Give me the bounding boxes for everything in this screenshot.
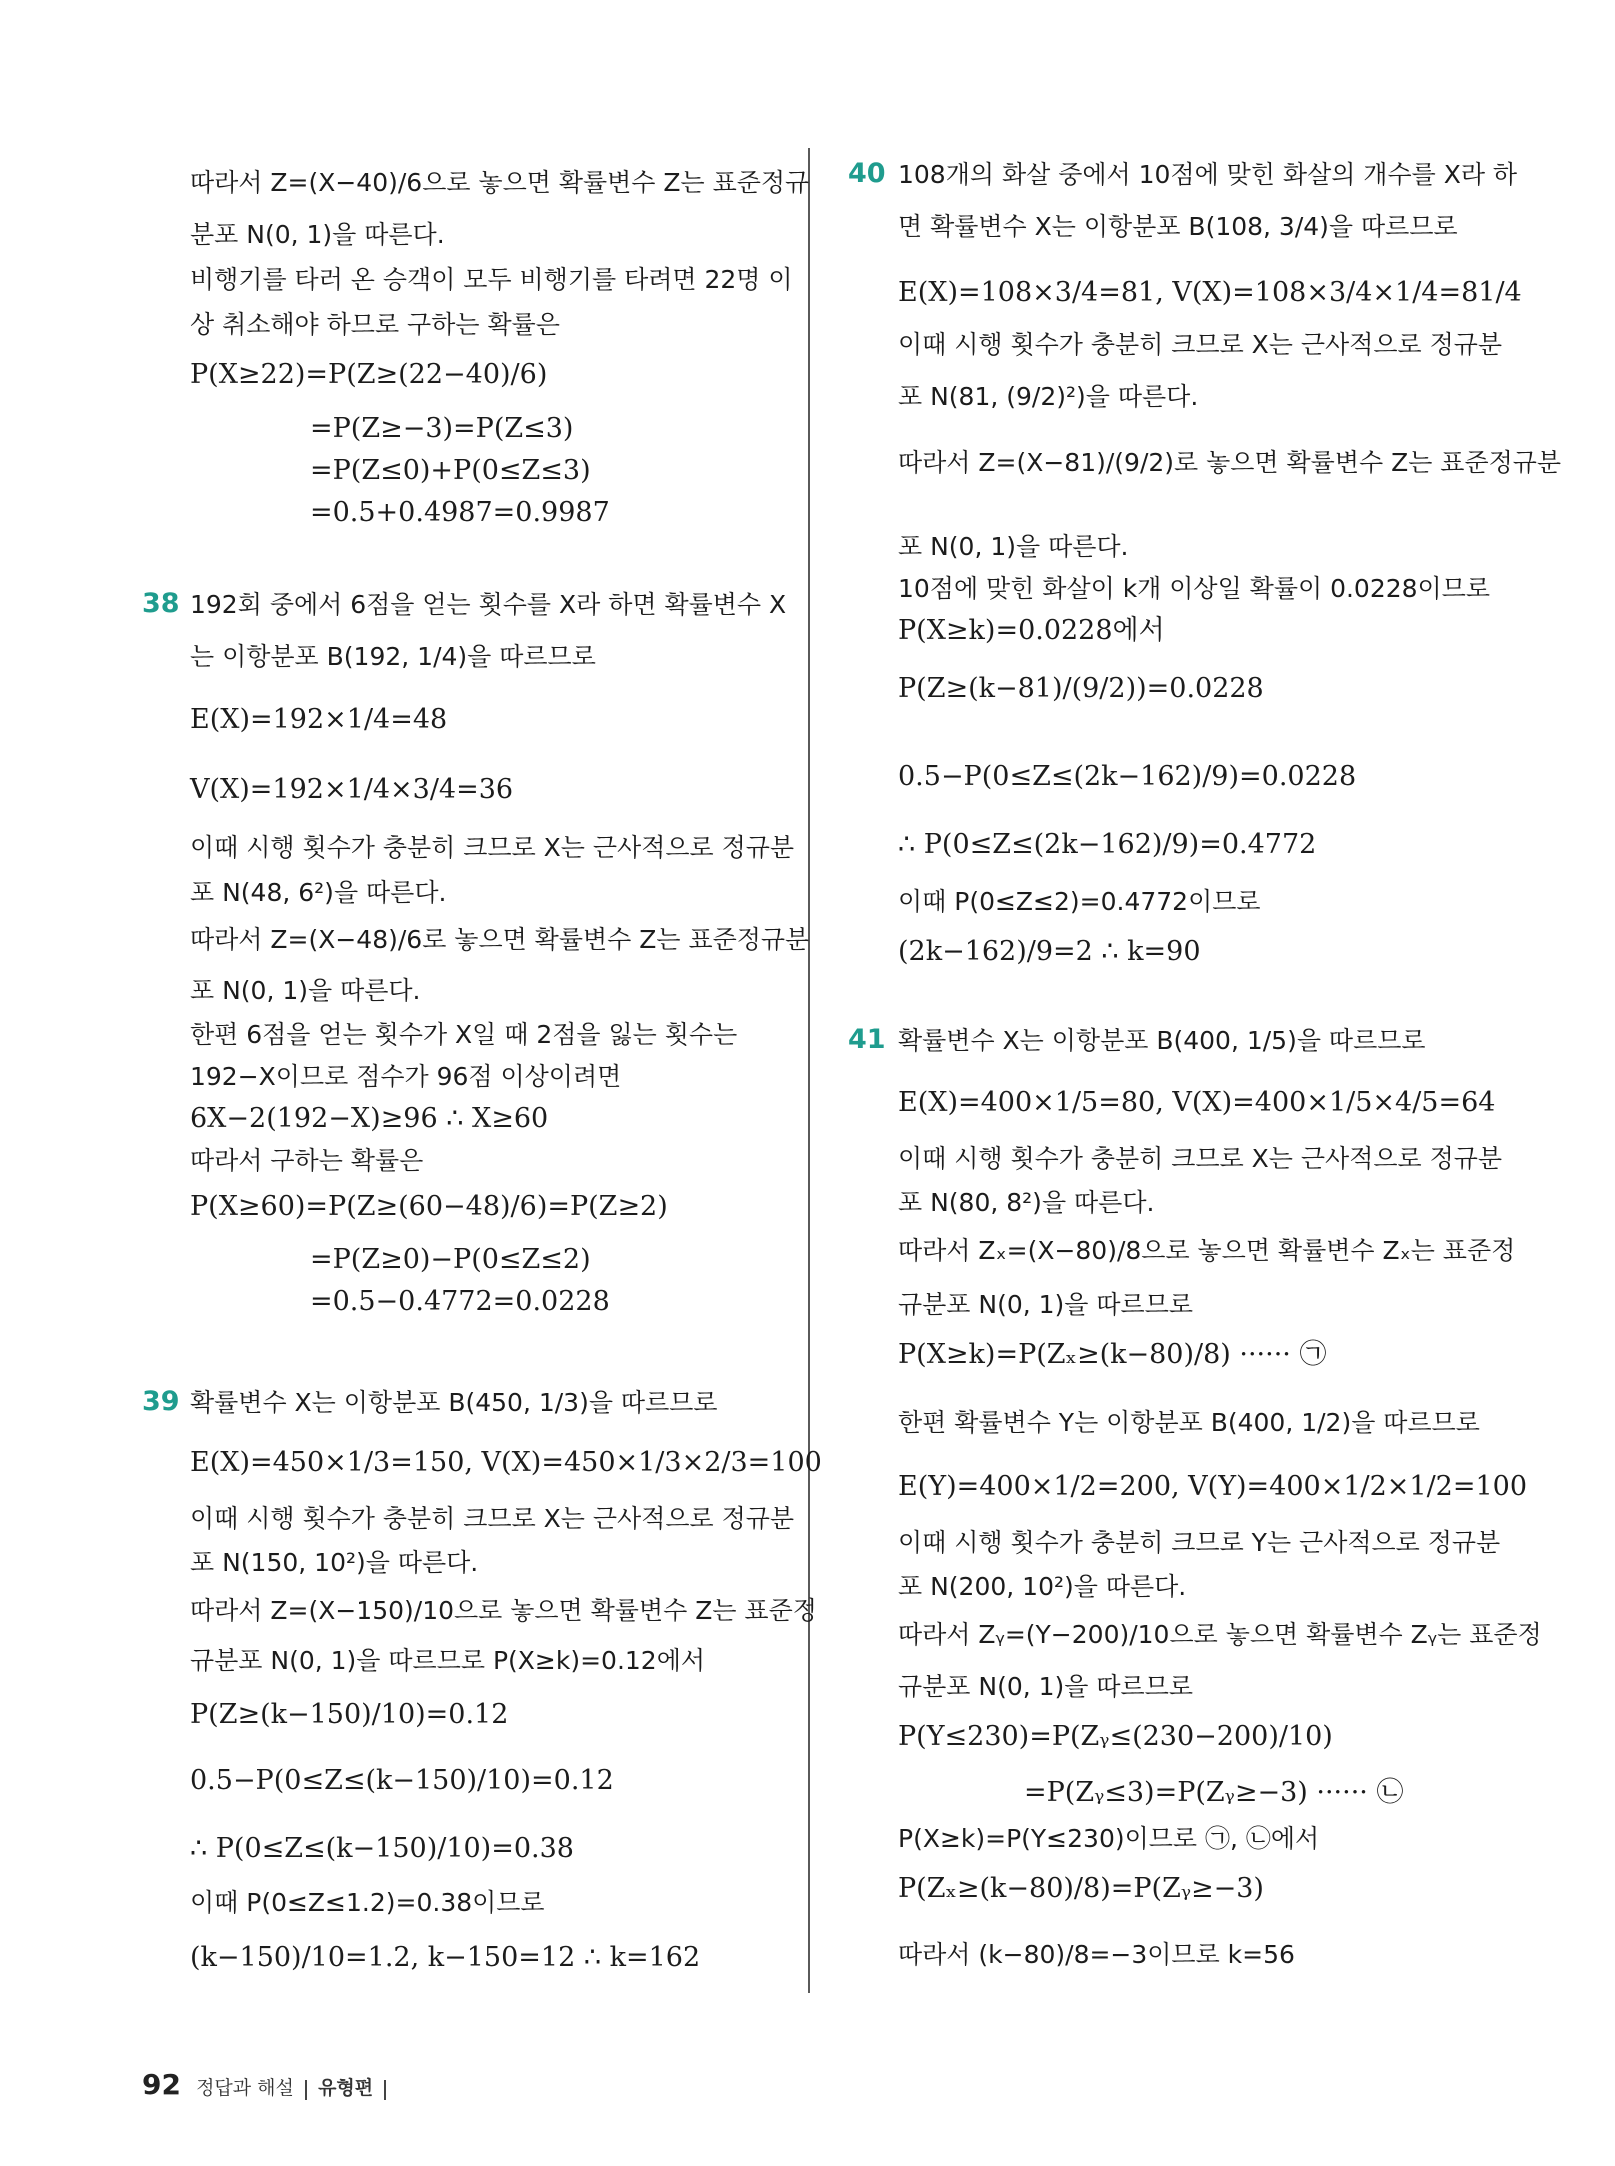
math-line: P(Zₓ≥(k−80)/8)=P(Zᵧ≥−3) (898, 1873, 1264, 1904)
text-line: 포 N(80, 8²)을 따른다. (898, 1188, 1155, 1217)
footer-section: 유형편 (318, 2077, 374, 2099)
problem-number: 38 (142, 588, 180, 619)
text-line: 면 확률변수 X는 이항분포 B(108, 3/4)을 따르므로 (898, 212, 1458, 241)
math-line: ∴ P(0≤Z≤(k−150)/10)=0.38 (190, 1833, 574, 1864)
math-line: ∴ P(0≤Z≤(2k−162)/9)=0.4772 (898, 829, 1317, 860)
math-line: E(X)=400×1/5=80, V(X)=400×1/5×4/5=64 (898, 1087, 1496, 1118)
text-line: 이때 시행 횟수가 충분히 크므로 Y는 근사적으로 정규분 (898, 1528, 1501, 1557)
text-line: 따라서 Z=(X−40)/6으로 놓으면 확률변수 Z는 표준정규 (190, 168, 810, 197)
math-line: P(Z≥(k−150)/10)=0.12 (190, 1699, 509, 1730)
math-line: 0.5−P(0≤Z≤(2k−162)/9)=0.0228 (898, 761, 1357, 792)
math-line: P(X≥22)=P(Z≥(22−40)/6) (190, 359, 548, 390)
text-line: 한편 확률변수 Y는 이항분포 B(400, 1/2)을 따르므로 (898, 1408, 1480, 1437)
math-line: 6X−2(192−X)≥96 ∴ X≥60 (190, 1103, 549, 1134)
text-line: 192−X이므로 점수가 96점 이상이려면 (190, 1062, 622, 1091)
math-line: =0.5+0.4987=0.9987 (310, 497, 610, 528)
math-line: E(X)=108×3/4=81, V(X)=108×3/4×1/4=81/4 (898, 277, 1522, 308)
math-line: V(X)=192×1/4×3/4=36 (190, 774, 514, 805)
text-line: 따라서 Z=(X−81)/(9/2)로 놓으면 확률변수 Z는 표준정규분 (898, 448, 1562, 477)
math-line: P(Y≤230)=P(Zᵧ≤(230−200)/10) (898, 1721, 1333, 1752)
text-line: 비행기를 타러 온 승객이 모두 비행기를 타려면 22명 이 (190, 265, 793, 294)
text-line: 이때 P(0≤Z≤1.2)=0.38이므로 (190, 1888, 545, 1917)
text-line: 는 이항분포 B(192, 1/4)을 따르므로 (190, 642, 596, 671)
text-line: 따라서 Zₓ=(X−80)/8으로 놓으면 확률변수 Zₓ는 표준정 (898, 1236, 1516, 1265)
math-line: =P(Z≥−3)=P(Z≤3) (310, 413, 574, 444)
text-line: 이때 시행 횟수가 충분히 크므로 X는 근사적으로 정규분 (898, 330, 1503, 359)
page-number: 92 (142, 2068, 181, 2101)
math-line: P(Z≥(k−81)/(9/2))=0.0228 (898, 673, 1264, 704)
text-line: P(X≥k)=P(Y≤230)이므로 ㉠, ㉡에서 (898, 1824, 1320, 1853)
problem-number: 40 (848, 158, 886, 189)
page-footer (142, 2068, 392, 2101)
text-line: 192회 중에서 6점을 얻는 횟수를 X라 하면 확률변수 X (190, 590, 787, 619)
text-line: 10점에 맞힌 화살이 k개 이상일 확률이 0.0228이므로 (898, 574, 1490, 603)
text-line: 108개의 화살 중에서 10점에 맞힌 화살의 개수를 X라 하 (898, 160, 1518, 189)
text-line: 따라서 Z=(X−150)/10으로 놓으면 확률변수 Z는 표준정 (190, 1596, 817, 1625)
math-line: E(X)=192×1/4=48 (190, 704, 448, 735)
text-line: 확률변수 X는 이항분포 B(450, 1/3)을 따르므로 (190, 1388, 718, 1417)
math-line: =P(Z≥0)−P(0≤Z≤2) (310, 1244, 591, 1275)
text-line: 포 N(200, 10²)을 따른다. (898, 1572, 1187, 1601)
math-line: P(X≥60)=P(Z≥(60−48)/6)=P(Z≥2) (190, 1191, 668, 1222)
text-line: 따라서 Z=(X−48)/6로 놓으면 확률변수 Z는 표준정규분 (190, 925, 810, 954)
text-line: 이때 시행 횟수가 충분히 크므로 X는 근사적으로 정규분 (898, 1144, 1503, 1173)
text-line: 규분포 N(0, 1)을 따르므로 (898, 1290, 1194, 1319)
text-line: 규분포 N(0, 1)을 따르므로 (898, 1672, 1194, 1701)
math-line: (k−150)/10=1.2, k−150=12 ∴ k=162 (190, 1942, 701, 1973)
math-line: 0.5−P(0≤Z≤(k−150)/10)=0.12 (190, 1765, 614, 1796)
text-line: 확률변수 X는 이항분포 B(400, 1/5)을 따르므로 (898, 1026, 1426, 1055)
text-line: 이때 시행 횟수가 충분히 크므로 X는 근사적으로 정규분 (190, 1504, 795, 1533)
text-line: 포 N(48, 6²)을 따른다. (190, 878, 447, 907)
math-line: P(X≥k)=0.0228에서 (898, 615, 1165, 646)
text-line: 이때 시행 횟수가 충분히 크므로 X는 근사적으로 정규분 (190, 833, 795, 862)
text-line: 따라서 Zᵧ=(Y−200)/10으로 놓으면 확률변수 Zᵧ는 표준정 (898, 1620, 1542, 1649)
math-line: E(Y)=400×1/2=200, V(Y)=400×1/2×1/2=100 (898, 1471, 1528, 1502)
text-line: 포 N(0, 1)을 따른다. (190, 976, 421, 1005)
math-line: E(X)=450×1/3=150, V(X)=450×1/3×2/3=100 (190, 1447, 822, 1478)
text-line: 분포 N(0, 1)을 따른다. (190, 220, 445, 249)
math-line: =P(Z≤0)+P(0≤Z≤3) (310, 455, 591, 486)
math-line: (2k−162)/9=2 ∴ k=90 (898, 936, 1201, 967)
text-line: 포 N(0, 1)을 따른다. (898, 532, 1129, 561)
footer-separator (384, 2080, 386, 2100)
footer-separator (305, 2080, 307, 2100)
text-line: 규분포 N(0, 1)을 따르므로 P(X≥k)=0.12에서 (190, 1646, 705, 1675)
math-line: =0.5−0.4772=0.0228 (310, 1286, 610, 1317)
problem-number: 39 (142, 1386, 180, 1417)
text-line: 상 취소해야 하므로 구하는 확률은 (190, 310, 560, 339)
text-line: 이때 P(0≤Z≤2)=0.4772이므로 (898, 887, 1261, 916)
math-line: P(X≥k)=P(Zₓ≥(k−80)/8) ······ ㉠ (898, 1339, 1327, 1370)
column-divider (808, 148, 810, 1993)
text-line: 따라서 구하는 확률은 (190, 1146, 424, 1175)
math-line: =P(Zᵧ≤3)=P(Zᵧ≥−3) ······ ㉡ (1024, 1777, 1404, 1808)
text-line: 포 N(150, 10²)을 따른다. (190, 1548, 479, 1577)
text-line: 따라서 (k−80)/8=−3이므로 k=56 (898, 1940, 1295, 1969)
text-line: 포 N(81, (9/2)²)을 따른다. (898, 382, 1199, 411)
problem-number: 41 (848, 1024, 886, 1055)
text-line: 한편 6점을 얻는 횟수가 X일 때 2점을 잃는 횟수는 (190, 1020, 738, 1049)
footer-title: 정답과 해설 (196, 2077, 294, 2099)
